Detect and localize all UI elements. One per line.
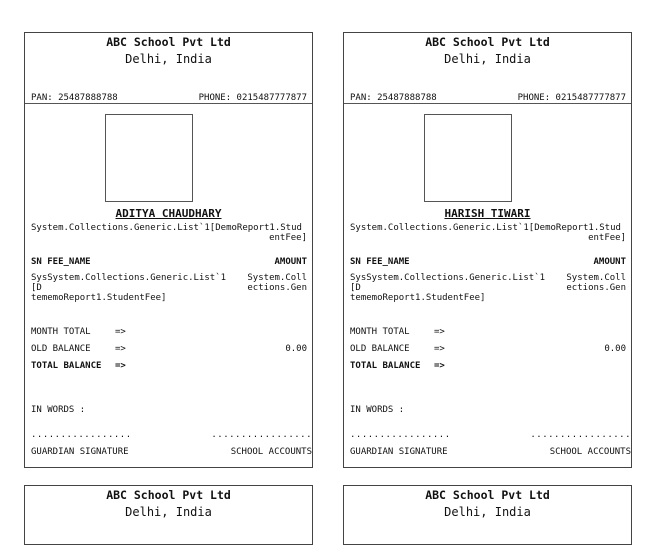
- fee-receipt: [24, 485, 313, 545]
- month-total-value: [155, 327, 307, 337]
- student-photo-placeholder: [105, 114, 193, 202]
- total-balance-value: [474, 361, 626, 371]
- fee-name-line-2: tememoReport1.StudentFee]: [31, 293, 167, 303]
- table-row: [350, 273, 626, 303]
- amount-header: AMOUNT: [274, 257, 307, 267]
- student-class-line-1: System.Collections.Generic.List`1[DemoReport1.Stud: [31, 223, 302, 233]
- in-words-label: IN WORDS :: [31, 405, 86, 415]
- guardian-signature-line: .................: [350, 430, 451, 440]
- header-divider: [344, 103, 631, 104]
- phone-number: PHONE: 0215487777877: [517, 93, 626, 103]
- sn-fee-name-header: SN FEE_NAME: [350, 257, 410, 267]
- arrow-symbol: =>: [115, 361, 126, 371]
- total-balance-label: TOTAL BALANCE: [31, 361, 102, 371]
- arrow-symbol: =>: [115, 327, 126, 337]
- arrow-symbol: =>: [434, 344, 445, 354]
- fee-receipt: [343, 485, 632, 545]
- fee-receipt: [24, 32, 313, 468]
- arrow-symbol: =>: [434, 327, 445, 337]
- total-balance-row: [350, 361, 626, 371]
- arrow-symbol: =>: [115, 344, 126, 354]
- accounts-signature-line: .................: [530, 430, 631, 440]
- old-balance-row: [350, 344, 626, 354]
- old-balance-label: OLD BALANCE: [350, 344, 410, 354]
- total-balance-label: TOTAL BALANCE: [350, 361, 421, 371]
- month-total-row: [350, 327, 626, 337]
- school-accounts-label: SCHOOL ACCOUNTS: [549, 447, 631, 457]
- student-class-text: [350, 223, 626, 242]
- guardian-signature-line: .................: [31, 430, 132, 440]
- student-class-text: [31, 223, 307, 242]
- school-city: Delhi, India: [444, 505, 531, 519]
- student-class-line-1: System.Collections.Generic.List`1[DemoReport1.Stud: [350, 223, 621, 233]
- old-balance-label: OLD BALANCE: [31, 344, 91, 354]
- student-class-line-2: entFee]: [269, 233, 307, 243]
- fee-name-line-2: tememoReport1.StudentFee]: [350, 293, 486, 303]
- student-class-line-2: entFee]: [588, 233, 626, 243]
- pan-number: PAN: 25487888788: [31, 93, 118, 103]
- school-city: Delhi, India: [125, 52, 212, 66]
- guardian-signature-label: GUARDIAN SIGNATURE: [350, 447, 448, 457]
- fee-name-line-1: SysSystem.Collections.Generic.List`1[D: [350, 273, 546, 293]
- accounts-signature-line: .................: [211, 430, 312, 440]
- fee-amount-line-1: System.Coll: [247, 273, 307, 283]
- school-accounts-label: SCHOOL ACCOUNTS: [230, 447, 312, 457]
- old-balance-value: 0.00: [285, 344, 307, 354]
- old-balance-value: 0.00: [604, 344, 626, 354]
- fee-receipt: [343, 32, 632, 468]
- phone-number: PHONE: 0215487777877: [198, 93, 307, 103]
- total-balance-row: [31, 361, 307, 371]
- student-name: HARISH TIWARI: [444, 207, 531, 220]
- fee-table-header: [31, 257, 307, 267]
- total-balance-value: [155, 361, 307, 371]
- school-city: Delhi, India: [444, 52, 531, 66]
- pan-number: PAN: 25487888788: [350, 93, 437, 103]
- arrow-symbol: =>: [434, 361, 445, 371]
- fee-name-line-1: SysSystem.Collections.Generic.List`1[D: [31, 273, 227, 293]
- student-photo-placeholder: [424, 114, 512, 202]
- old-balance-row: [31, 344, 307, 354]
- school-name: ABC School Pvt Ltd: [425, 488, 550, 502]
- month-total-label: MONTH TOTAL: [31, 327, 91, 337]
- fee-amount-line-2: ections.Gen: [247, 283, 307, 293]
- school-name: ABC School Pvt Ltd: [106, 35, 231, 49]
- table-row: [31, 273, 307, 303]
- sn-fee-name-header: SN FEE_NAME: [31, 257, 91, 267]
- fee-table-header: [350, 257, 626, 267]
- fee-amount-line-1: System.Coll: [566, 273, 626, 283]
- fee-amount-line-2: ections.Gen: [566, 283, 626, 293]
- in-words-label: IN WORDS :: [350, 405, 405, 415]
- amount-header: AMOUNT: [593, 257, 626, 267]
- month-total-value: [474, 327, 626, 337]
- guardian-signature-label: GUARDIAN SIGNATURE: [31, 447, 129, 457]
- student-name: ADITYA CHAUDHARY: [115, 207, 222, 220]
- school-city: Delhi, India: [125, 505, 212, 519]
- school-name: ABC School Pvt Ltd: [106, 488, 231, 502]
- month-total-label: MONTH TOTAL: [350, 327, 410, 337]
- school-name: ABC School Pvt Ltd: [425, 35, 550, 49]
- header-divider: [25, 103, 312, 104]
- month-total-row: [31, 327, 307, 337]
